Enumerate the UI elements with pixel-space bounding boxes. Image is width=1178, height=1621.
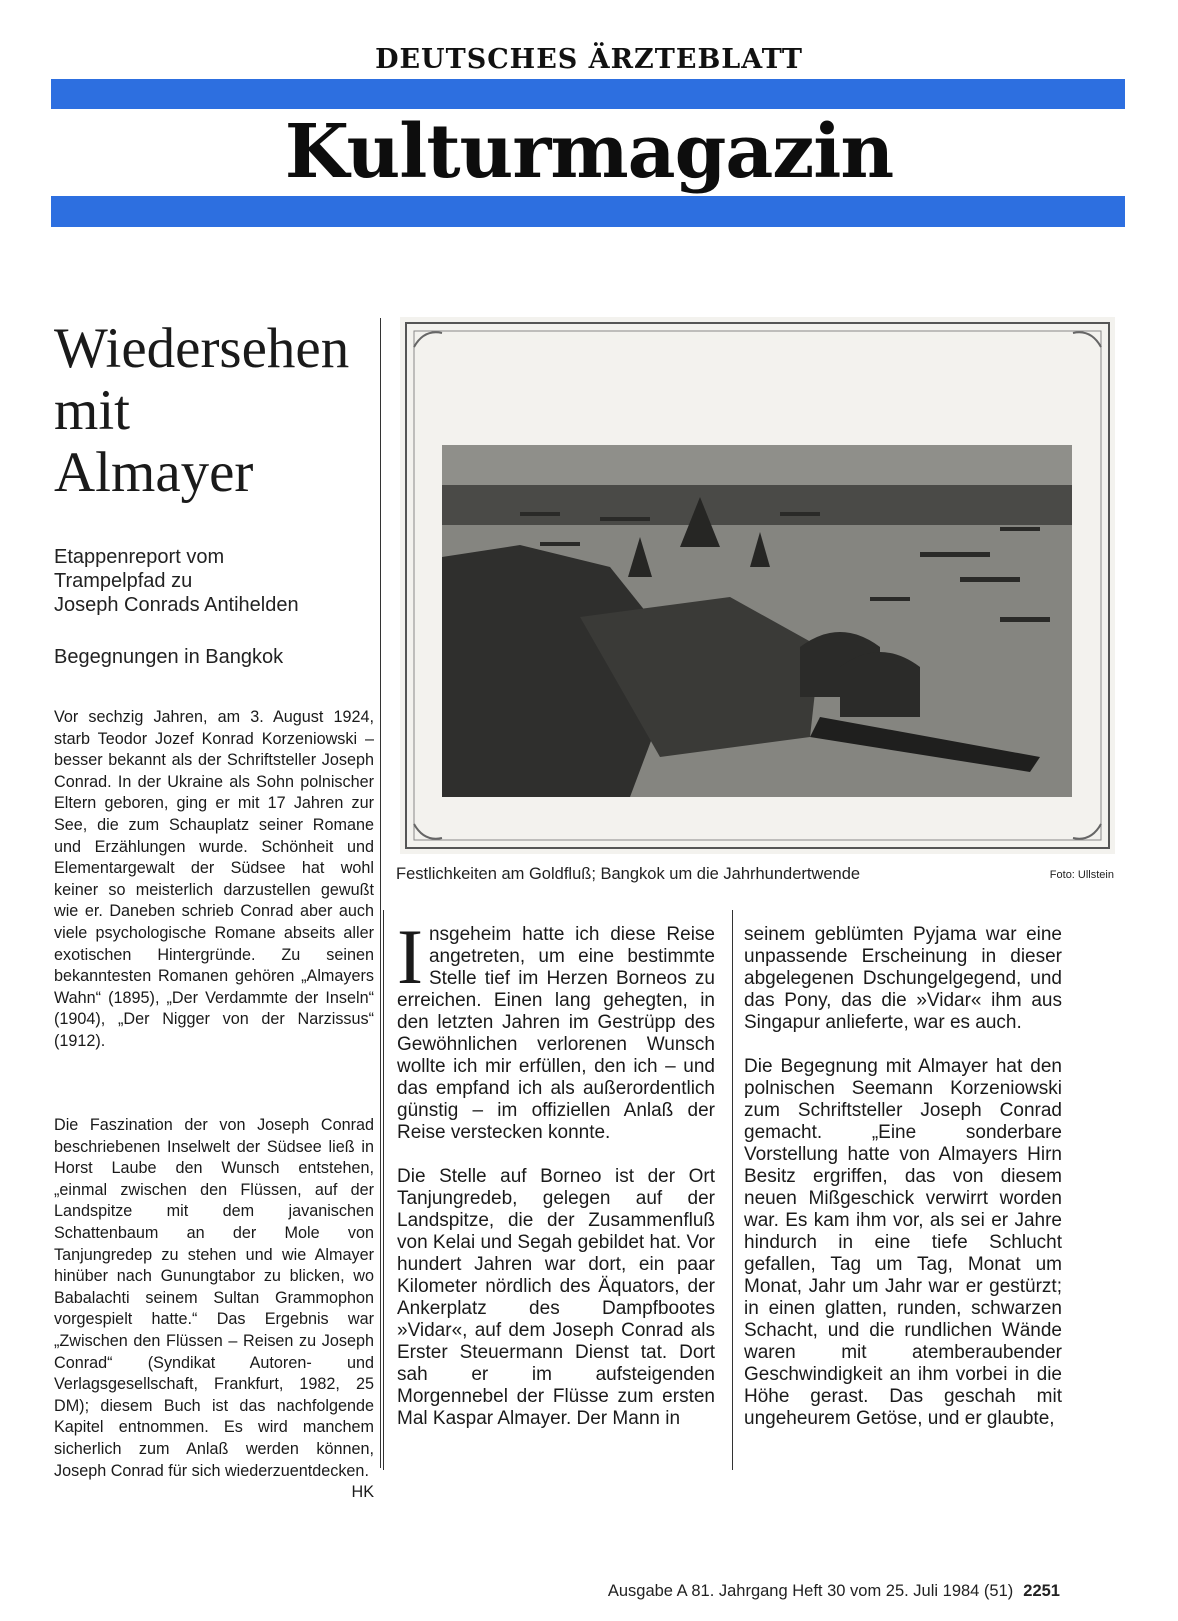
article-headline <box>54 318 384 504</box>
article-subtitle-secondary: Begegnungen in Bangkok <box>54 646 284 668</box>
body-text: seinem geblümten Pyjama war eine unpassende Erscheinung in dieser abgelegenen Dschungelgegend, und das Pony, das die »Vidar« ihm aus Singapur anlieferte, war es auch. <box>744 924 1062 1033</box>
intro-text: Die Faszination der von Joseph Conrad beschriebenen Inselwelt der Südsee ließ in Horst Laube den Wunsch entstehen, „einmal zwischen den Flüssen, auf der Landspitze mit dem javanischen Schattenbaum an der Mole von Tanjungredep zu stehen und wie Almayer hinüber nach Gunungtabor zu blicken, wo Babalachti seinem Sultan Grammophon vorgespielt hatte.“ Das Ergebnis war „Zwischen den Flüssen – Reisen zu Joseph Conrad“ (Syndikat Autoren- und Verlagsgesellschaft, Frankfurt, 1982, 25 DM); diesem Buch ist das nachfolgende Kapitel entnommen. Es wird manchem sicherlich zum Anlaß werden können, Joseph Conrad für sich wiederzuentdecken. <box>54 1116 374 1480</box>
header-band-bottom <box>51 196 1125 227</box>
header-band-top <box>51 79 1125 109</box>
photo-caption <box>396 865 1116 884</box>
photo-credit: Foto: Ullstein <box>1049 869 1114 881</box>
body-text: Die Stelle auf Borneo ist der Ort Tanjungredeb, gelegen auf der Landspitze, die der Zusammenfluß von Kelai und Segah gebildet hat. Vor hundert Jahren war dort, ein paar Kilometer nördlich des Äquators, der Ankerplatz des Dampfbootes »Vidar«, auf dem Joseph Conrad als Erster Steuermann Dienst tat. Dort sah er im aufsteigenden Morgennebel der Flüsse zum ersten Mal Kaspar Almayer. Der Mann in <box>397 1166 715 1429</box>
body-text: nsgeheim hatte ich diese Reise angetreten, um eine bestimmte Stelle tief im Herzen Borneos zu erreichen. Einen lang gehegten, in den letzten Jahren im Gestrüpp des Gewöhnlichen verlorenen Wunsch wollte ich mir erfüllen, den ich – und das empfand ich als außerordentlich günstig – im offiziellen Anlaß der Reise verstecken konnte. <box>397 924 715 1143</box>
historic-photo <box>400 317 1115 854</box>
subtitle-line: Joseph Conrads Antihelden <box>54 594 299 616</box>
column-rule <box>732 910 733 1470</box>
subtitle-line: Trampelpfad zu <box>54 570 193 592</box>
intro-text: Vor sechzig Jahren, am 3. August 1924, starb Teodor Jozef Konrad Korzeniowski – besser bekannt als der Schriftsteller Joseph Conrad. In der Ukraine als Sohn polnischer Eltern geboren, ging er mit 17 Jahren zur See, die zum Schauplatz seiner Romane und Erzählungen wurde. Schönheit und Elementargewalt der Südsee hat wohl keiner so meisterlich darzustellen gewußt wie er. Daneben schrieb Conrad aber auch viele psychologische Romane abseits aller exotischen Hintergründe. Zu seinen bekanntesten Romanen gehören „Almayers Wahn“ (1895), „Der Verdammte der Inseln“ (1904), „Der Nigger von der Narzissus“ (1912). <box>54 708 374 1050</box>
photo-bangkok-river-festival <box>400 317 1115 854</box>
body-column-2 <box>744 924 1062 1430</box>
magazine-title: Kulturmagazin <box>284 109 894 195</box>
article-subtitle <box>54 545 384 617</box>
column-rule <box>380 318 381 1468</box>
headline-line: Wiedersehen <box>54 317 350 380</box>
masthead: DEUTSCHES ÄRZTEBLATT <box>375 44 803 75</box>
column-rule <box>383 910 384 1470</box>
page-footer <box>500 1582 1060 1601</box>
body-text: Die Begegnung mit Almayer hat den polnischen Seemann Korzeniowski zum Schriftsteller Joseph Conrad gemacht. „Eine sonderbare Vorstellung hatte von Almayers Hirn Besitz ergriffen, das von diesem neuen Mißgeschick verwirrt worden war. Es kam ihm vor, als sei er Jahre hindurch in eine tiefe Schlucht gefallen, Tag um Tag, Monat um Monat, Jahr um Jahr war er gestürzt; in einen glatten, runden, schwarzen Schacht, und die rundlichen Wände waren mit atemberaubender Geschwindigkeit an ihm vorbei in die Höhe gerast. Das geschah mit ungeheurem Getöse, und er glaubte, <box>744 1056 1062 1429</box>
intro-paragraph-2 <box>54 1115 374 1504</box>
body-column-1 <box>397 913 715 1430</box>
drop-cap: I <box>397 913 423 1000</box>
intro-paragraph <box>54 707 374 1053</box>
headline-line: Almayer <box>54 441 254 504</box>
author-signature: HK <box>351 1483 374 1502</box>
issue-info: Ausgabe A 81. Jahrgang Heft 30 vom 25. Juli 1984 (51) <box>607 1582 1014 1600</box>
page-number: 2251 <box>1023 1582 1060 1600</box>
subtitle-line: Etappenreport vom <box>54 546 225 568</box>
headline-line: mit <box>54 379 131 442</box>
caption-text: Festlichkeiten am Goldfluß; Bangkok um die Jahrhundertwende <box>396 865 861 883</box>
